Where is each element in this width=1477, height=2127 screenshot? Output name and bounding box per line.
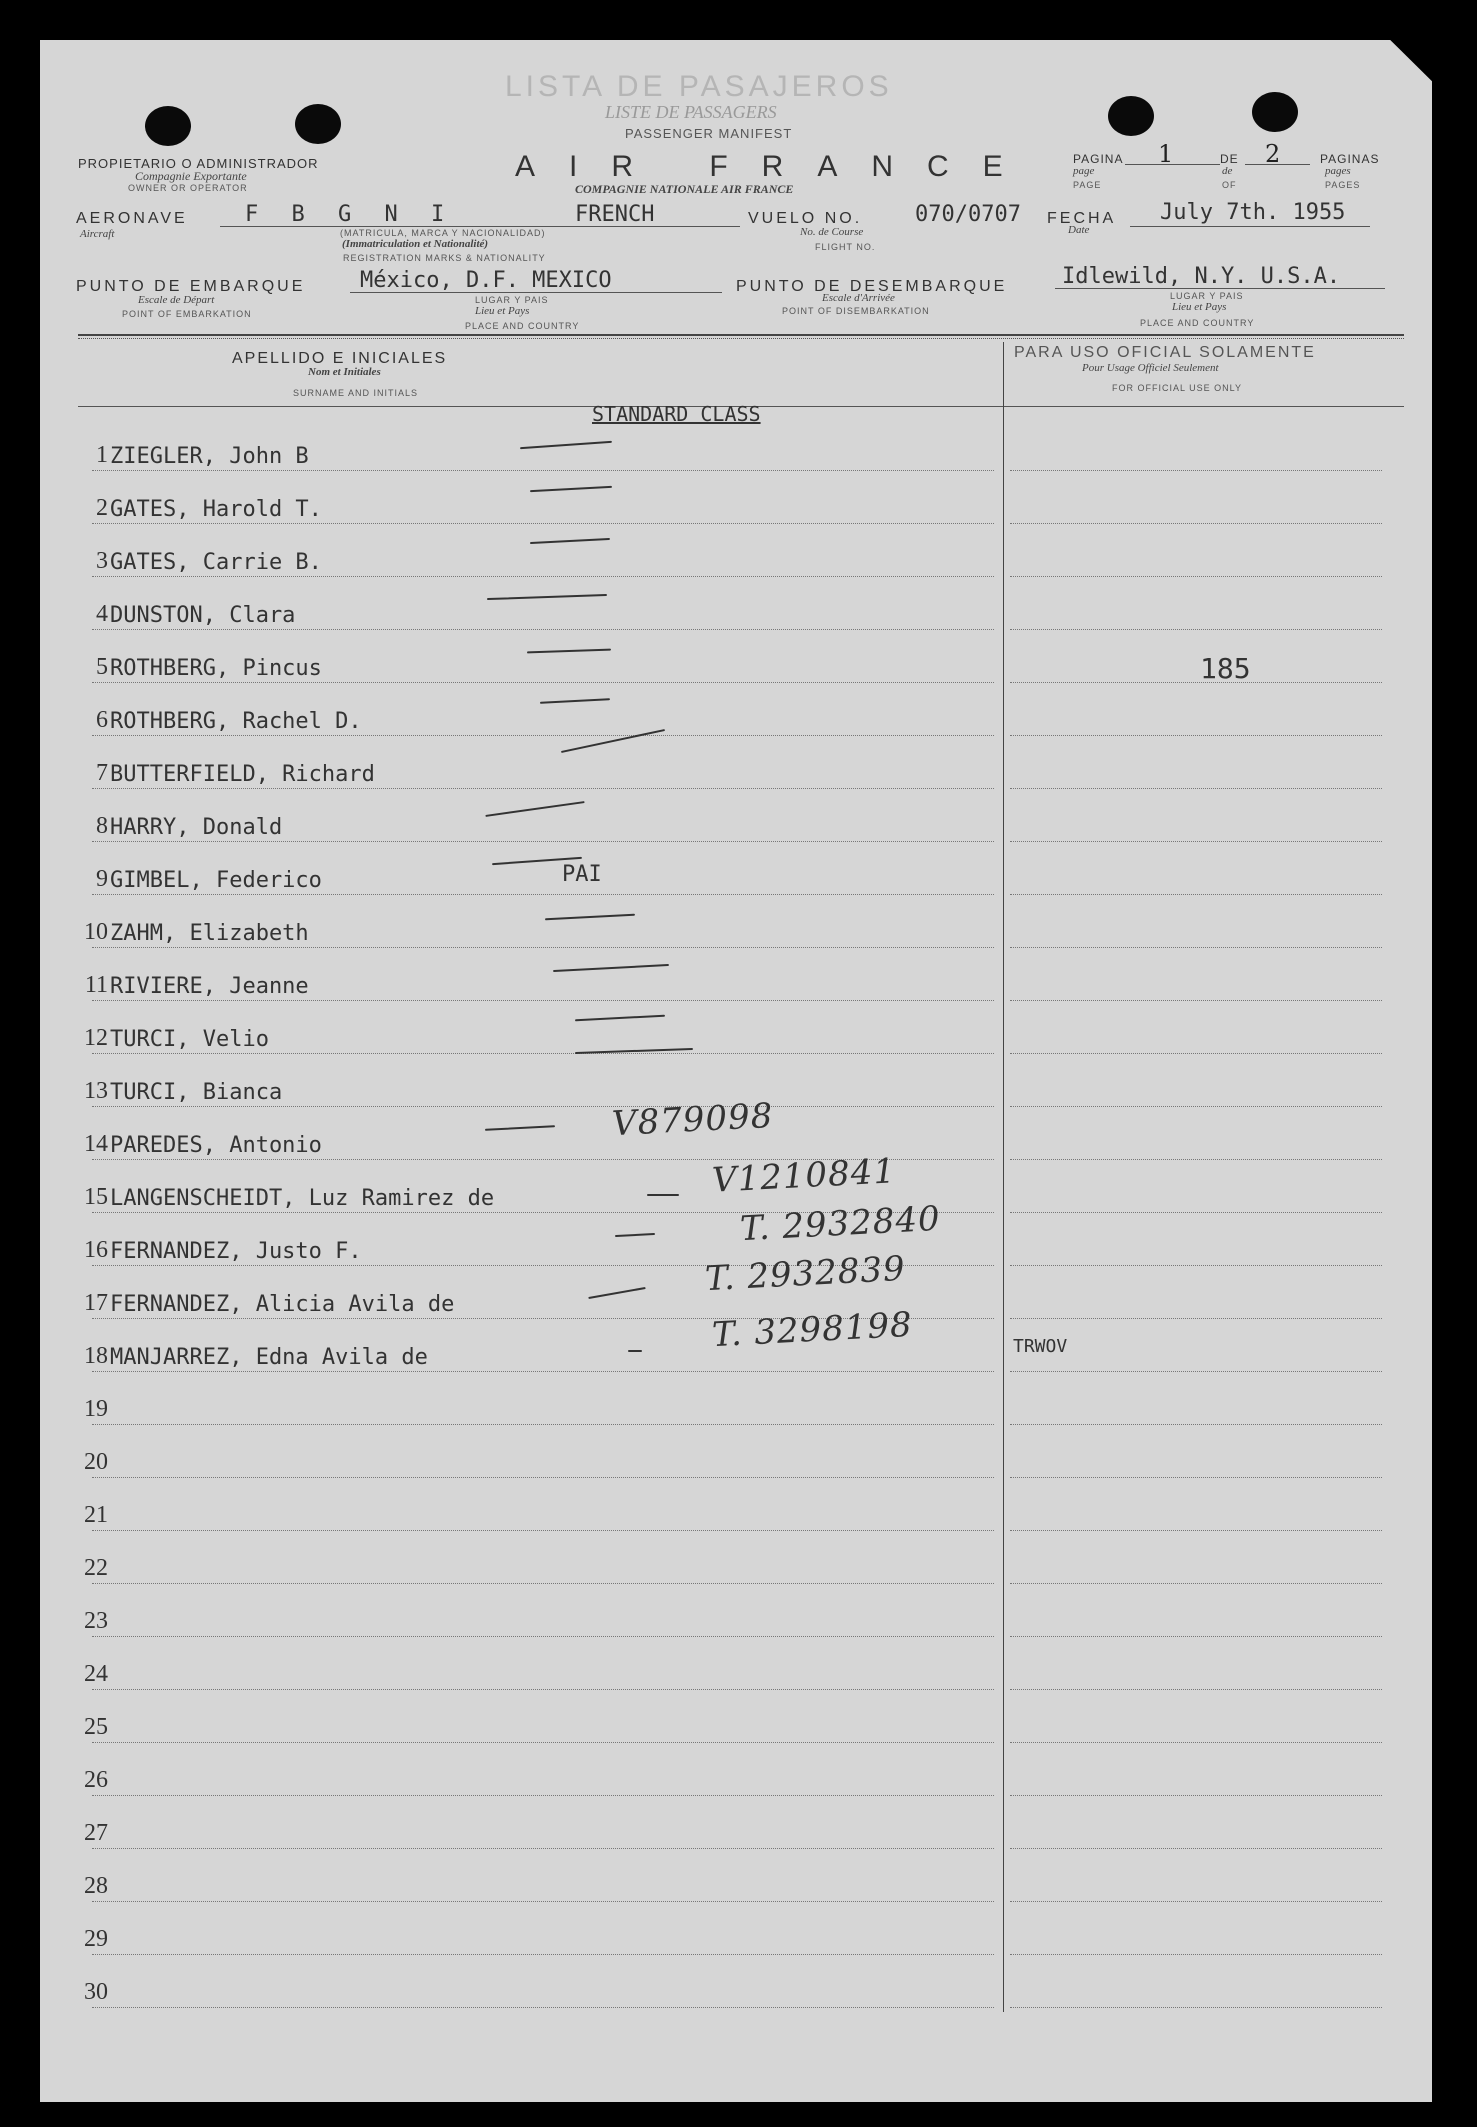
airline-name: AIR FRANCE xyxy=(515,150,1037,183)
airline-subtitle: COMPAGNIE NATIONALE AIR FRANCE xyxy=(575,182,794,196)
row-number: 17 xyxy=(84,1290,108,1316)
place-label-2: LUGAR Y PAIS xyxy=(1170,291,1244,301)
row-rule xyxy=(92,1636,994,1637)
row-number: 29 xyxy=(84,1926,108,1952)
passenger-name: TURCI, Velio xyxy=(110,1027,269,1052)
handwritten-16: T. 2932840 xyxy=(739,1198,942,1250)
punch-hole-2 xyxy=(295,104,341,144)
row-number: 12 xyxy=(84,1025,108,1051)
aircraft-value: F B G N I xyxy=(245,202,455,227)
official-col-label-en: FOR OFFICIAL USE ONLY xyxy=(1112,383,1243,393)
place-label-2-en: PLACE AND COUNTRY xyxy=(1140,318,1255,328)
passenger-name: TURCI, Bianca xyxy=(110,1080,283,1105)
pages-label: PAGINAS xyxy=(1320,152,1380,166)
page-label-en: PAGE xyxy=(1073,180,1102,190)
owner-label-en: OWNER OR OPERATOR xyxy=(128,183,248,193)
row-number: 30 xyxy=(84,1979,108,2005)
row-rule xyxy=(92,947,994,948)
flight-label: VUELO NO. xyxy=(748,210,863,227)
passenger-name: HARRY, Donald xyxy=(110,815,283,840)
registration-label: (MATRICULA, MARCA Y NACIONALIDAD) xyxy=(340,228,546,238)
row-number: 21 xyxy=(84,1502,108,1528)
place-label-1-fr: Lieu et Pays xyxy=(475,305,530,317)
row-rule xyxy=(92,576,994,577)
row-rule xyxy=(92,1795,994,1796)
row-number: 7 xyxy=(96,760,108,786)
row-rule xyxy=(92,1477,994,1478)
row-rule xyxy=(92,1000,994,1001)
official-note-185: 185 xyxy=(1200,652,1251,685)
row-number: 8 xyxy=(96,813,108,839)
row-number: 18 xyxy=(84,1343,108,1369)
registration-label-fr: (Immatriculation et Nationalité) xyxy=(342,238,489,250)
row-rule xyxy=(92,1954,994,1955)
row-number: 11 xyxy=(84,972,108,998)
row-rule xyxy=(92,1848,994,1849)
passenger-name: LANGENSCHEIDT, Luz Ramirez de xyxy=(110,1186,495,1211)
official-row-rule xyxy=(1010,682,1382,683)
nationality-value: FRENCH xyxy=(575,202,655,227)
official-row-rule xyxy=(1010,576,1382,577)
official-row-rule xyxy=(1010,470,1382,471)
of-label: DE xyxy=(1220,152,1239,166)
row-number: 9 xyxy=(96,866,108,892)
row-number: 13 xyxy=(84,1078,108,1104)
row-number: 4 xyxy=(96,601,108,627)
punch-hole-1 xyxy=(145,106,191,146)
page-total: 2 xyxy=(1265,140,1281,168)
row-rule xyxy=(92,1583,994,1584)
official-note-trwov: TRWOV xyxy=(1013,1336,1068,1357)
date-label: FECHA xyxy=(1047,210,1117,227)
names-col-label: APELLIDO E INICIALES xyxy=(232,350,448,367)
place-label-2-fr: Lieu et Pays xyxy=(1172,301,1227,313)
place-label-1-en: PLACE AND COUNTRY xyxy=(465,321,580,331)
official-row-rule xyxy=(1010,1742,1382,1743)
handwritten-15: V1210841 xyxy=(711,1151,897,1201)
row-number: 22 xyxy=(84,1555,108,1581)
official-row-rule xyxy=(1010,1689,1382,1690)
place-label-1: LUGAR Y PAIS xyxy=(475,295,549,305)
disembark-line xyxy=(1055,288,1385,289)
disembark-label-en: POINT OF DISEMBARKATION xyxy=(782,306,930,316)
row-number: 15 xyxy=(84,1184,108,1210)
row-number: 28 xyxy=(84,1873,108,1899)
official-row-rule xyxy=(1010,788,1382,789)
row-number: 6 xyxy=(96,707,108,733)
row-rule xyxy=(92,788,994,789)
disembark-label: PUNTO DE DESEMBARQUE xyxy=(736,278,1008,295)
disembark-label-fr: Escale d'Arrivée xyxy=(822,292,895,304)
row-rule xyxy=(92,1901,994,1902)
row-rule xyxy=(92,1742,994,1743)
page-number: 1 xyxy=(1158,140,1174,168)
page-number-line xyxy=(1125,164,1220,165)
row-number: 10 xyxy=(84,919,108,945)
row-number: 2 xyxy=(96,495,108,521)
date-value: July 7th. 1955 xyxy=(1160,200,1346,225)
dash-mark-15 xyxy=(647,1194,679,1196)
official-row-rule xyxy=(1010,1159,1382,1160)
aircraft-line xyxy=(220,226,740,227)
disembark-value: Idlewild, N.Y. U.S.A. xyxy=(1062,264,1341,289)
pai-note: PAI xyxy=(562,862,602,887)
passenger-name: GATES, Harold T. xyxy=(110,497,322,522)
handwritten-18: T. 3298198 xyxy=(711,1304,914,1356)
official-row-rule xyxy=(1010,1371,1382,1372)
row-number: 26 xyxy=(84,1767,108,1793)
flight-label-en: FLIGHT NO. xyxy=(815,242,876,252)
official-row-rule xyxy=(1010,1000,1382,1001)
official-row-rule xyxy=(1010,1318,1382,1319)
page-total-line xyxy=(1245,164,1310,165)
row-number: 24 xyxy=(84,1661,108,1687)
row-rule xyxy=(92,735,994,736)
owner-label: PROPIETARIO O ADMINISTRADOR xyxy=(78,156,319,171)
row-number: 16 xyxy=(84,1237,108,1263)
row-number: 27 xyxy=(84,1820,108,1846)
passenger-name: MANJARREZ, Edna Avila de xyxy=(110,1345,428,1370)
passenger-name: RIVIERE, Jeanne xyxy=(110,974,309,999)
row-rule xyxy=(92,470,994,471)
title-es: LISTA DE PASAJEROS xyxy=(505,70,893,103)
of-label-en: OF xyxy=(1222,180,1237,190)
official-row-rule xyxy=(1010,947,1382,948)
dash-mark-18 xyxy=(628,1350,642,1352)
official-row-rule xyxy=(1010,1265,1382,1266)
passenger-name: GIMBEL, Federico xyxy=(110,868,322,893)
row-rule xyxy=(92,1689,994,1690)
owner-label-fr: Compagnie Exportante xyxy=(135,169,247,183)
flight-label-fr: No. de Course xyxy=(800,226,864,238)
names-col-label-en: SURNAME AND INITIALS xyxy=(293,388,419,398)
header-separator-2 xyxy=(78,338,1404,339)
passenger-name: FERNANDEZ, Justo F. xyxy=(110,1239,362,1264)
row-number: 1 xyxy=(96,442,108,468)
passenger-name: ROTHBERG, Rachel D. xyxy=(110,709,362,734)
official-row-rule xyxy=(1010,1795,1382,1796)
official-row-rule xyxy=(1010,1636,1382,1637)
passenger-name: GATES, Carrie B. xyxy=(110,550,322,575)
row-rule xyxy=(92,894,994,895)
row-rule xyxy=(92,1530,994,1531)
column-divider xyxy=(1003,342,1004,2012)
row-rule xyxy=(92,841,994,842)
official-col-label: PARA USO OFICIAL SOLAMENTE xyxy=(1014,344,1316,361)
punch-hole-4 xyxy=(1252,92,1298,132)
embark-line xyxy=(350,292,722,293)
passenger-name: BUTTERFIELD, Richard xyxy=(110,762,375,787)
pages-label-en: PAGES xyxy=(1325,180,1361,190)
official-row-rule xyxy=(1010,894,1382,895)
passenger-name: PAREDES, Antonio xyxy=(110,1133,322,1158)
embark-label-en: POINT OF EMBARKATION xyxy=(122,309,252,319)
embark-label: PUNTO DE EMBARQUE xyxy=(76,278,306,295)
row-rule xyxy=(92,682,994,683)
row-rule xyxy=(92,1371,994,1372)
page-label: PAGINA xyxy=(1073,152,1124,166)
row-rule xyxy=(92,629,994,630)
official-row-rule xyxy=(1010,1424,1382,1425)
title-fr: LISTE DE PASSAGERS xyxy=(605,102,777,122)
row-number: 14 xyxy=(84,1131,108,1157)
official-row-rule xyxy=(1010,1583,1382,1584)
title-en: PASSENGER MANIFEST xyxy=(625,126,793,141)
aircraft-label: AERONAVE xyxy=(76,210,188,227)
embark-label-fr: Escale de Départ xyxy=(138,294,215,306)
row-rule xyxy=(92,1106,994,1107)
handwritten-17: T. 2932839 xyxy=(704,1248,907,1300)
names-col-label-fr: Nom et Initiales xyxy=(308,366,381,378)
row-number: 25 xyxy=(84,1714,108,1740)
registration-label-en: REGISTRATION MARKS & NATIONALITY xyxy=(343,253,546,263)
row-rule xyxy=(92,1424,994,1425)
official-row-rule xyxy=(1010,1477,1382,1478)
class-heading: STANDARD CLASS xyxy=(592,402,761,426)
official-row-rule xyxy=(1010,1053,1382,1054)
official-row-rule xyxy=(1010,629,1382,630)
official-row-rule xyxy=(1010,1848,1382,1849)
row-number: 5 xyxy=(96,654,108,680)
official-row-rule xyxy=(1010,1530,1382,1531)
passenger-name: FERNANDEZ, Alicia Avila de xyxy=(110,1292,455,1317)
date-line xyxy=(1130,226,1370,227)
row-rule xyxy=(92,523,994,524)
date-label-fr: Date xyxy=(1068,224,1090,236)
aircraft-label-fr: Aircraft xyxy=(80,228,115,240)
page-label-fr: page xyxy=(1073,165,1095,177)
row-number: 23 xyxy=(84,1608,108,1634)
passenger-name: ZIEGLER, John B xyxy=(110,444,309,469)
row-number: 20 xyxy=(84,1449,108,1475)
official-row-rule xyxy=(1010,1212,1382,1213)
passenger-name: DUNSTON, Clara xyxy=(110,603,296,628)
handwritten-14: V879098 xyxy=(611,1095,775,1145)
header-separator xyxy=(78,334,1404,336)
row-rule xyxy=(92,1053,994,1054)
official-row-rule xyxy=(1010,735,1382,736)
pages-label-fr: pages xyxy=(1325,165,1351,177)
official-row-rule xyxy=(1010,2007,1382,2008)
official-row-rule xyxy=(1010,523,1382,524)
official-col-label-fr: Pour Usage Officiel Seulement xyxy=(1082,362,1219,374)
of-label-fr: de xyxy=(1222,165,1233,177)
punch-hole-3 xyxy=(1108,96,1154,136)
official-row-rule xyxy=(1010,841,1382,842)
flight-value: 070/0707 xyxy=(915,202,1021,227)
row-number: 3 xyxy=(96,548,108,574)
row-number: 19 xyxy=(84,1396,108,1422)
passenger-name: ZAHM, Elizabeth xyxy=(110,921,309,946)
official-row-rule xyxy=(1010,1901,1382,1902)
row-rule xyxy=(92,2007,994,2008)
embark-value: México, D.F. MEXICO xyxy=(360,268,612,293)
official-row-rule xyxy=(1010,1106,1382,1107)
passenger-name: ROTHBERG, Pincus xyxy=(110,656,322,681)
official-row-rule xyxy=(1010,1954,1382,1955)
